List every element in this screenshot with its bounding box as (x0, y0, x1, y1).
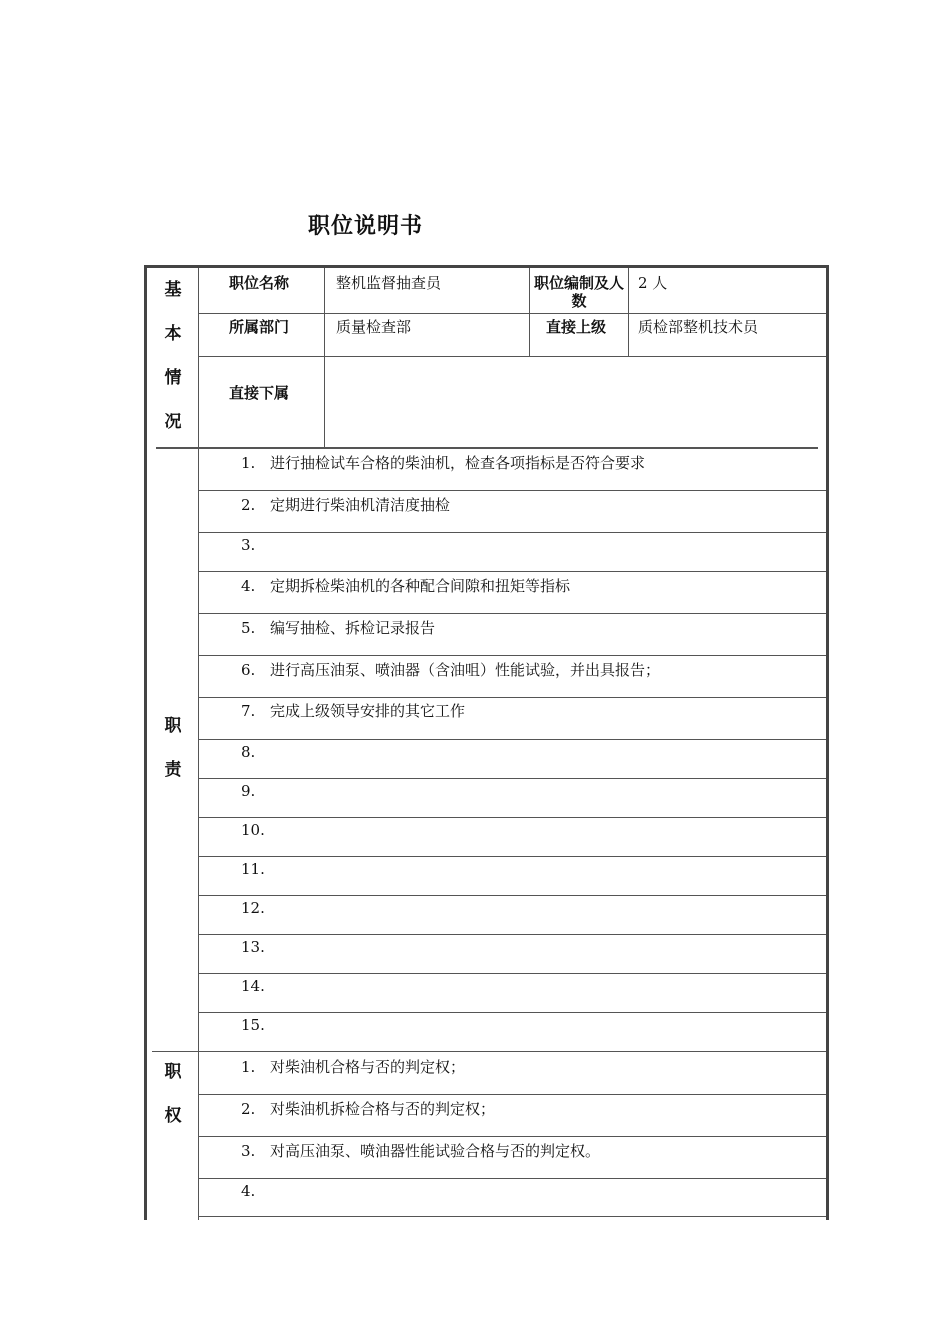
duty-item-number: 14. (241, 977, 265, 995)
duty-item (241, 617, 435, 638)
duty-item-text: 编写抽检、拆检记录报告 (270, 619, 436, 637)
authority-row-divider (198, 1094, 826, 1095)
duty-row-divider (198, 532, 826, 533)
duty-item (241, 494, 450, 515)
authority-item (241, 1182, 270, 1200)
basic-col-divider-2 (529, 268, 530, 356)
duty-item-text: 进行高压油泵、喷油器（含油咀）性能试验，并出具报告； (270, 661, 661, 679)
duty-row-divider (198, 934, 826, 935)
duty-item-number: 6. (241, 661, 256, 679)
duties-section-char-2: 责 (164, 760, 182, 780)
duty-item-number: 9. (241, 782, 256, 800)
duty-item (241, 659, 660, 680)
duty-row-divider (198, 697, 826, 698)
authority-item-number: 3. (241, 1142, 256, 1160)
duty-row-divider (198, 778, 826, 779)
duty-row-divider (198, 490, 826, 491)
duty-row-divider (198, 895, 826, 896)
authority-item-text: 对柴油机合格与否的判定权； (270, 1058, 466, 1076)
duty-item (241, 977, 270, 995)
duty-row-divider (198, 613, 826, 614)
department-value: 质量检查部 (336, 318, 412, 336)
duty-item-number: 2. (241, 496, 256, 514)
duty-row-divider (198, 655, 826, 656)
superior-label: 直接上级 (546, 318, 607, 336)
headcount-value: 2 人 (638, 274, 668, 292)
basic-row-divider-1 (198, 313, 826, 314)
duty-item-text: 定期进行柴油机清洁度抽检 (270, 496, 451, 514)
section-divider-basic (156, 447, 818, 449)
duty-item-number: 7. (241, 702, 256, 720)
duty-item-number: 1. (241, 454, 256, 472)
duty-item (241, 1016, 270, 1034)
duty-item (241, 743, 270, 761)
duty-row-divider (198, 739, 826, 740)
duty-item-number: 15. (241, 1016, 265, 1034)
authority-item-text: 对高压油泵、喷油器性能试验合格与否的判定权。 (270, 1142, 601, 1160)
authority-item (241, 1056, 465, 1077)
basic-section-char-1: 基 (164, 280, 182, 300)
basic-col-divider-3 (628, 268, 629, 356)
duty-item (241, 938, 270, 956)
authority-item-number: 1. (241, 1058, 256, 1076)
duty-item-number: 4. (241, 577, 256, 595)
authority-row-divider (198, 1216, 826, 1217)
authority-row-divider (198, 1178, 826, 1179)
basic-section-char-2: 本 (164, 324, 182, 344)
authority-item-number: 4. (241, 1182, 256, 1200)
duty-item (241, 700, 465, 721)
basic-row-divider-2 (198, 356, 826, 357)
duty-item (241, 452, 645, 473)
duty-item-number: 10. (241, 821, 265, 839)
position-name-value: 整机监督抽查员 (336, 274, 442, 292)
duty-row-divider (198, 973, 826, 974)
duty-item-text: 完成上级领导安排的其它工作 (270, 702, 466, 720)
duty-item-number: 12. (241, 899, 265, 917)
basic-section-char-3: 情 (164, 368, 182, 388)
basic-col-divider-1 (324, 268, 325, 448)
position-name-label: 职位名称 (229, 274, 290, 292)
authority-section-char-1: 职 (164, 1062, 182, 1082)
basic-section-char-4: 况 (164, 412, 182, 432)
headcount-label: 职位编制及人数 (533, 274, 624, 310)
authority-section-char-2: 权 (164, 1106, 182, 1126)
duty-item-number: 11. (241, 860, 265, 878)
duty-row-divider (198, 1012, 826, 1013)
authority-item (241, 1140, 600, 1161)
duty-item (241, 575, 570, 596)
duty-item (241, 536, 270, 554)
duty-row-divider (198, 817, 826, 818)
superior-value: 质检部整机技术员 (638, 318, 759, 336)
duty-item (241, 821, 270, 839)
page-title: 职位说明书 (308, 214, 424, 239)
duty-item-number: 5. (241, 619, 256, 637)
duty-item-text: 定期拆检柴油机的各种配合间隙和扭矩等指标 (270, 577, 571, 595)
subordinate-label: 直接下属 (229, 384, 290, 402)
authority-item (241, 1098, 495, 1119)
authority-item-number: 2. (241, 1100, 256, 1118)
authority-row-divider (198, 1136, 826, 1137)
department-label: 所属部门 (229, 318, 290, 336)
authority-item-text: 对柴油机拆检合格与否的判定权； (270, 1100, 496, 1118)
duties-section-char-1: 职 (164, 716, 182, 736)
duty-item (241, 899, 270, 917)
duty-row-divider (198, 571, 826, 572)
duty-item-number: 3. (241, 536, 256, 554)
duty-item-number: 8. (241, 743, 256, 761)
duty-item (241, 782, 270, 800)
section-divider-duties (152, 1051, 826, 1052)
duty-row-divider (198, 856, 826, 857)
duty-item (241, 860, 270, 878)
duty-item-text: 进行抽检试车合格的柴油机，检查各项指标是否符合要求 (270, 454, 646, 472)
duty-item-number: 13. (241, 938, 265, 956)
